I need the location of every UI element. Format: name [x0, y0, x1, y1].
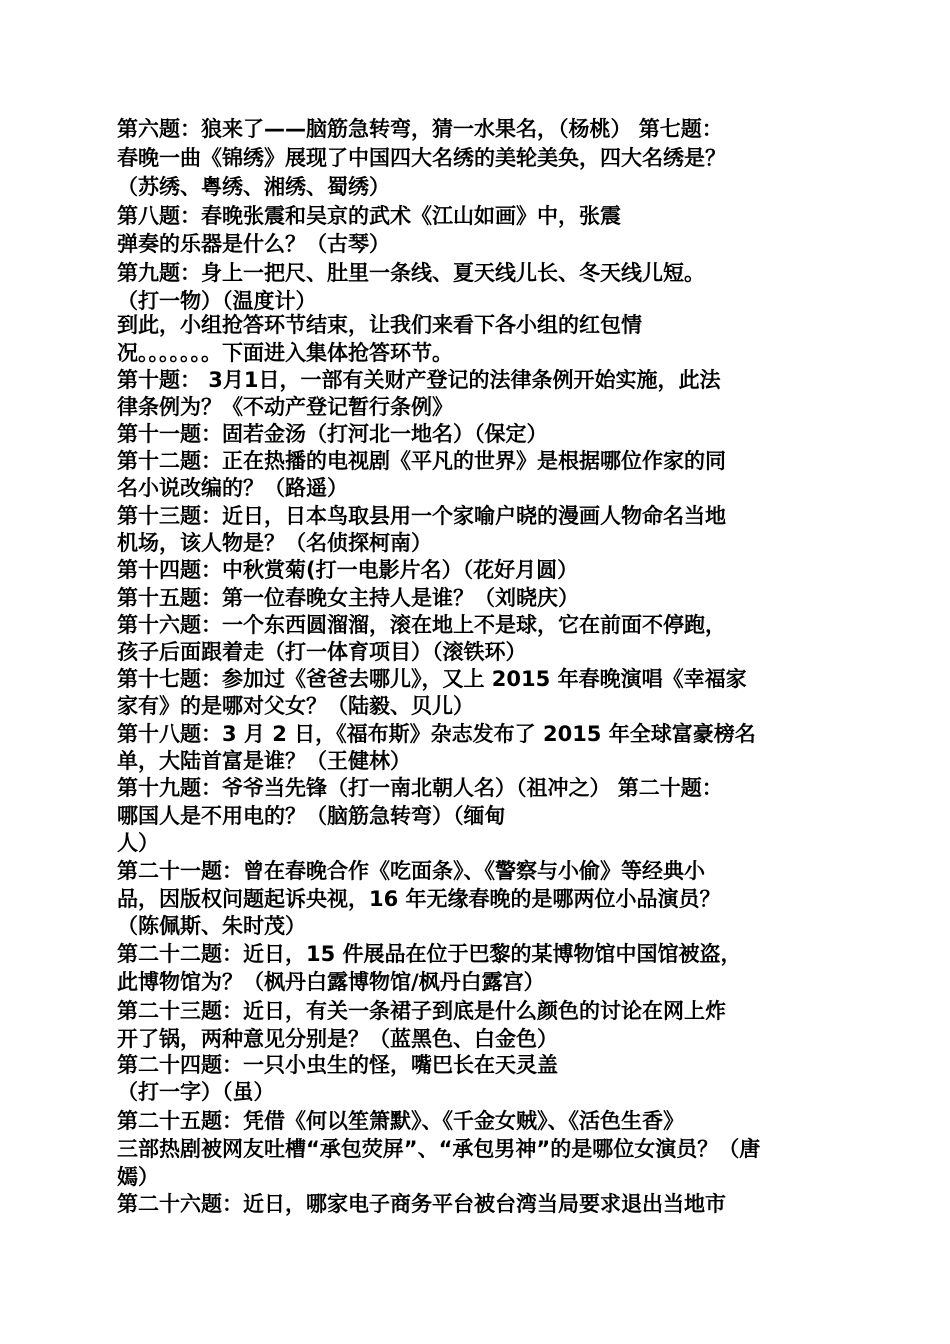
text-line: 第二十三题：近日，有关一条裙子到底是什么颜色的讨论在网上炸 — [117, 999, 726, 1023]
text-line: 第二十五题：凭借《何以笙箫默》、《千金女贼》、《活色生香》 — [117, 1109, 684, 1133]
text-line: 第十三题：近日，日本鸟取县用一个家喻户晓的漫画人物命名当地 — [117, 504, 726, 528]
text-line: 此博物馆为？（枫丹白露博物馆/枫丹白露宫） — [117, 970, 545, 994]
text-line: 哪国人是不用电的？（脑筋急转弯）（缅甸 — [117, 804, 506, 828]
text-line: 第十八题：3 月 2 日，《福布斯》杂志发布了 2015 年全球富豪榜名 — [117, 722, 756, 746]
text-line: 第八题：春晚张震和吴京的武术《江山如画》中，张震 — [117, 204, 621, 228]
text-line: 第十二题：正在热播的电视剧《平凡的世界》是根据哪位作家的同 — [117, 449, 726, 473]
text-line: 春晚一曲《锦绣》展现了中国四大名绣的美轮美奂，四大名绣是？ — [117, 146, 726, 170]
text-line: 到此，小组抢答环节结束，让我们来看下各小组的红包情 — [117, 313, 642, 337]
text-line: 第十四题：中秋赏菊(打一电影片名）（花好月圆） — [117, 558, 579, 582]
text-line: 弹奏的乐器是什么？（古琴） — [117, 232, 390, 256]
text-line: 第六题：狼来了——脑筋急转弯，猜一水果名，（杨桃） 第七题： — [117, 117, 723, 141]
text-line: 第二十一题：曾在春晚合作《吃面条》、《警察与小偷》等经典小 — [117, 859, 705, 883]
text-line: 律条例为？《不动产登记暂行条例》 — [117, 395, 453, 419]
text-line: 三部热剧被网友吐槽“承包荧屏”、“承包男神”的是哪位女演员？（唐 — [117, 1137, 761, 1161]
text-line: 第二十六题：近日，哪家电子商务平台被台湾当局要求退出当地市 — [117, 1192, 726, 1216]
text-line: 单，大陆首富是谁？（王健林） — [117, 749, 411, 773]
text-line: （苏绣、粤绣、湘绣、蜀绣） — [117, 175, 390, 199]
text-line: 况。。。。。。。下面进入集体抢答环节。 — [117, 341, 453, 365]
text-line: 孩子后面跟着走（打一体育项目）（滚铁环） — [117, 640, 527, 664]
text-line: 第二十二题：近日，15 件展品在位于巴黎的某博物馆中国馆被盗， — [117, 942, 742, 966]
text-line: 第九题：身上一把尺、肚里一条线、夏天线儿长、冬天线儿短。 — [117, 261, 705, 285]
text-line: 名小说改编的？（路遥） — [117, 476, 348, 500]
text-line: 家有》的是哪对父女？（陆毅、贝儿） — [117, 694, 474, 718]
text-line: 第十七题：参加过《爸爸去哪儿》，又上 2015 年春晚演唱《幸福家 — [117, 667, 747, 691]
text-line: 第二十四题：一只小虫生的怪，嘴巴长在天灵盖 — [117, 1053, 558, 1077]
text-line: 品，因版权问题起诉央视，16 年无缘春晚的是哪两位小品演员？ — [117, 887, 721, 911]
text-line: 第十五题：第一位春晚女主持人是谁？（刘晓庆） — [117, 586, 579, 610]
text-line: 人） — [117, 831, 159, 855]
text-line: 开了锅，两种意见分别是？（蓝黑色、白金色） — [117, 1027, 558, 1051]
text-line: （打一字）（虽） — [117, 1080, 275, 1104]
text-line: （陈佩斯、朱时茂） — [117, 914, 306, 938]
text-line: 第十六题：一个东西圆溜溜，滚在地上不是球，它在前面不停跑， — [117, 613, 726, 637]
text-line: 第十一题：固若金汤（打河北一地名）（保定） — [117, 422, 548, 446]
text-line: （打一物）（温度计） — [117, 289, 317, 313]
text-line: 第十题： 3月1日，一部有关财产登记的法律条例开始实施，此法 — [117, 368, 721, 392]
text-line: 机场，该人物是？（名侦探柯南） — [117, 531, 432, 555]
text-line: 嫣） — [117, 1165, 159, 1189]
text-line: 第十九题：爷爷当先锋（打一南北朝人名）（祖冲之） 第二十题： — [117, 776, 723, 800]
